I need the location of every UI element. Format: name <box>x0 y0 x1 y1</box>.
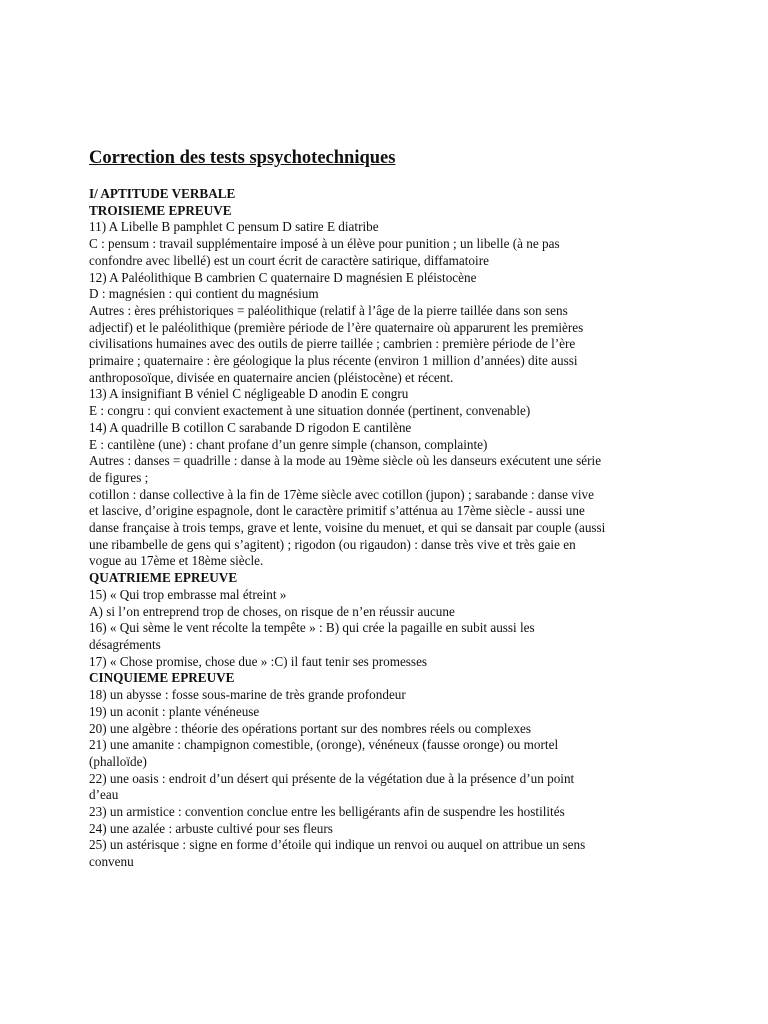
text-line: cotillon : danse collective à la fin de 17ème siècle avec cotillon (jupon) ; sarabande : danse vive <box>89 486 594 502</box>
text-line: convenu <box>89 854 134 870</box>
text-line: Autres : danses = quadrille : danse à la mode au 19ème siècle où les danseurs exécutent une série <box>89 453 602 469</box>
text-line: 15) « Qui trop embrasse mal étreint » <box>89 586 287 602</box>
text-line: primaire ; quaternaire : ère géologique la plus récente (environ 1 million d’années) dite aussi <box>89 353 578 369</box>
text-line: 23) un armistice : convention conclue entre les belligérants afin de suspendre les hostilités <box>89 804 565 820</box>
text-line: anthroposoïque, divisée en quaternaire ancien (pléistocène) et récent. <box>89 369 454 385</box>
text-line: 11) A Libelle B pamphlet C pensum D satire E diatribe <box>89 219 379 235</box>
text-line: 21) une amanite : champignon comestible, (oronge), vénéneux (fausse oronge) ou mortel <box>89 737 559 753</box>
text-line: adjectif) et le paléolithique (première période de l’ère quaternaire où apparurent les premières <box>89 319 584 335</box>
text-line: A) si l’on entreprend trop de choses, on risque de n’en réussir aucune <box>89 603 455 619</box>
text-line: 18) un abysse : fosse sous-marine de très grande profondeur <box>89 687 406 703</box>
text-line: 13) A insignifiant B véniel C négligeable D anodin E congru <box>89 386 409 402</box>
text-line: 22) une oasis : endroit d’un désert qui présente de la végétation due à la présence d’un point <box>89 770 575 786</box>
text-line: vogue au 17ème et 18ème siècle. <box>89 553 264 569</box>
section-heading: CINQUIEME EPREUVE <box>89 670 235 686</box>
text-line: E : cantilène (une) : chant profane d’un genre simple (chanson, complainte) <box>89 436 488 452</box>
text-line: confondre avec libellé) est un court écrit de caractère satirique, diffamatoire <box>89 252 489 268</box>
text-line: 24) une azalée : arbuste cultivé pour ses fleurs <box>89 820 333 836</box>
text-line: 14) A quadrille B cotillon C sarabande D rigodon E cantilène <box>89 419 412 435</box>
text-line: 19) un aconit : plante vénéneuse <box>89 703 260 719</box>
text-line: 20) une algèbre : théorie des opérations portant sur des nombres réels ou complexes <box>89 720 532 736</box>
text-line: désagréments <box>89 636 161 652</box>
text-line: 16) « Qui sème le vent récolte la tempête » : B) qui crée la pagaille en subit aussi les <box>89 620 535 636</box>
section-heading: QUATRIEME EPREUVE <box>89 570 238 586</box>
text-line: et lascive, d’origine espagnole, dont le caractère primitif s’atténua au 17ème siècle - aussi une <box>89 503 585 519</box>
section-heading: TROISIEME EPREUVE <box>89 202 232 218</box>
text-line: Autres : ères préhistoriques = paléolithique (relatif à l’âge de la pierre taillée dans son sens <box>89 302 568 318</box>
text-line: une ribambelle de gens qui s’agitent) ; rigodon (ou rigaudon) : danse très vive et très gaie en <box>89 536 576 552</box>
document-page <box>89 146 689 871</box>
text-line: de figures ; <box>89 469 149 485</box>
text-line: d’eau <box>89 787 119 803</box>
text-line: C : pensum : travail supplémentaire imposé à un élève pour punition ; un libelle (à ne pas <box>89 236 560 252</box>
text-line: 17) « Chose promise, chose due » :C) il faut tenir ses promesses <box>89 653 428 669</box>
document-body <box>89 186 689 871</box>
text-line: civilisations humaines avec des outils de pierre taillée ; cambrien : première période de l’ère <box>89 336 576 352</box>
section-heading: I/ APTITUDE VERBALE <box>89 186 236 201</box>
text-line: 12) A Paléolithique B cambrien C quaternaire D magnésien E pléistocène <box>89 269 477 285</box>
document-title: Correction des tests spsychotechniques <box>89 148 396 168</box>
text-line: D : magnésien : qui contient du magnésium <box>89 286 319 302</box>
text-line: E : congru : qui convient exactement à une situation donnée (pertinent, convenable) <box>89 403 531 419</box>
text-line: danse française à trois temps, grave et lente, voisine du menuet, et qui se dansait par couple (aussi <box>89 520 606 536</box>
text-line: 25) un astérisque : signe en forme d’étoile qui indique un renvoi ou auquel on attribue un sens <box>89 837 586 853</box>
text-line: (phalloïde) <box>89 753 147 769</box>
